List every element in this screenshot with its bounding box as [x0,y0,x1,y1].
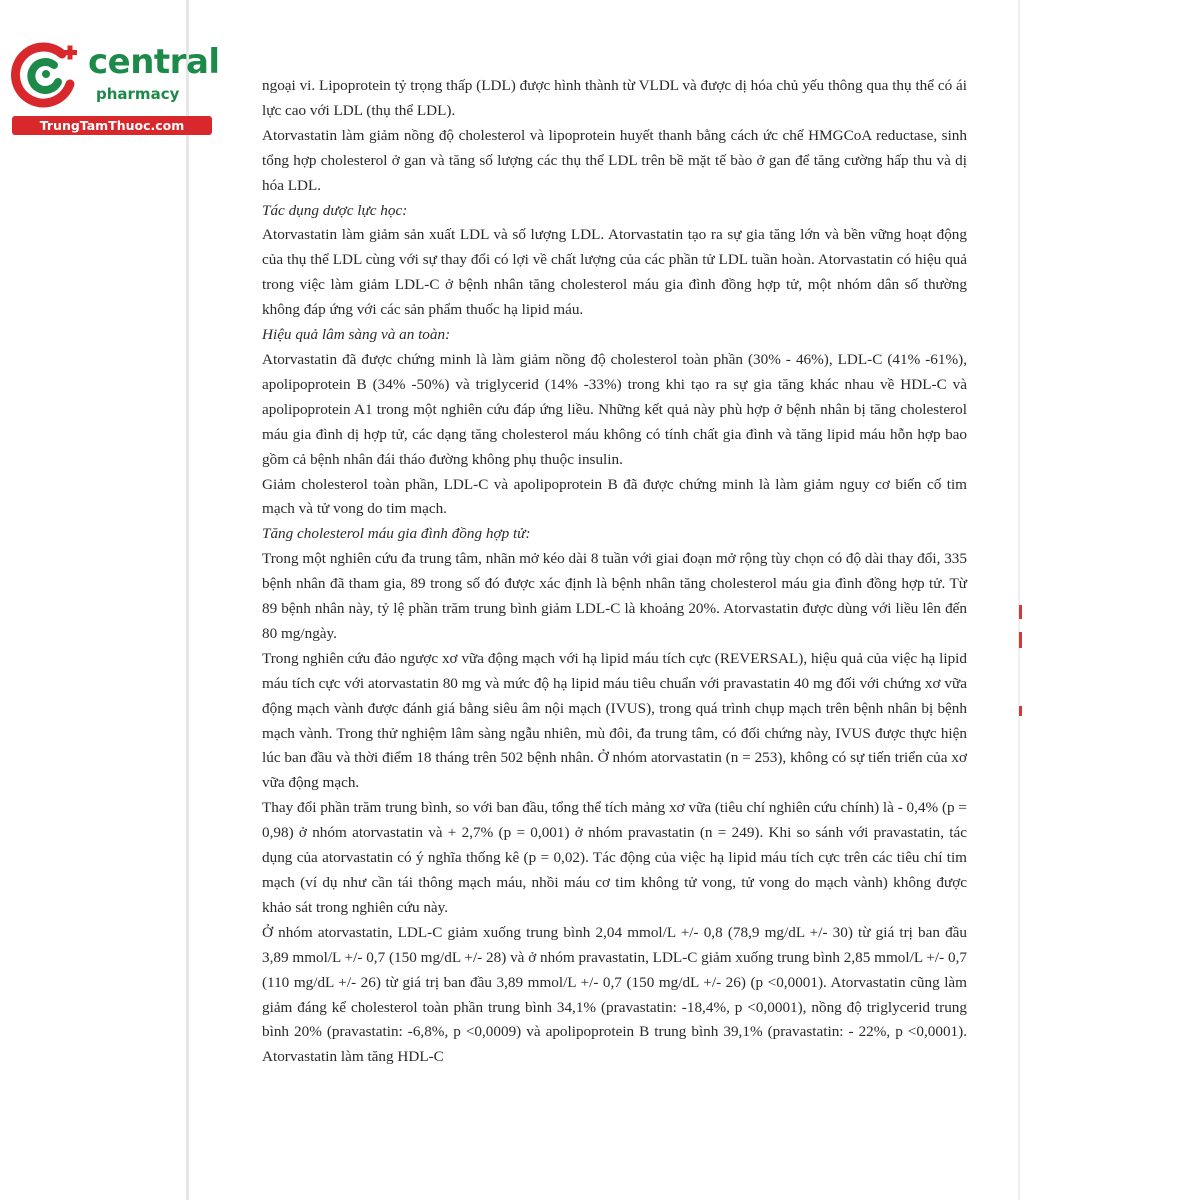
section-heading: Tác dụng dược lực học: [262,201,408,219]
paragraph: Atorvastatin làm giảm sản xuất LDL và số lượng LDL. Atorvastatin tạo ra sự gia tăng lớn và bền vững hoạt động của thụ thể LDL cùng với sự thay đổi có lợi về chất lượng của các phần tử LDL tuần hoàn. Atorvastatin có hiệu quả trong việc làm giảm LDL-C ở bệnh nhân tăng cholesterol máu gia đình đồng hợp tử, một nhóm dân số thường không đáp ứng với các sản phẩm thuốc hạ lipid máu. [262,226,967,319]
document-body [262,74,967,1070]
paragraph: Giảm cholesterol toàn phần, LDL-C và apolipoprotein B đã được chứng minh là làm giảm nguy cơ biến cố tim mạch và tử vong do tim mạch. [262,475,967,518]
section-heading: Hiệu quả lâm sàng và an toàn: [262,326,451,344]
logo-website-banner: TrungTamThuoc.com [12,116,212,135]
section-heading: Tăng cholesterol máu gia đình đồng hợp tử: [262,525,531,543]
paragraph: Atorvastatin đã được chứng minh là làm giảm nồng độ cholesterol toàn phần (30% - 46%), LDL-C (41% -61%), apolipoprotein B (34% -50%) và triglycerid (14% -33%) trong khi tạo ra sự gia tăng khác nhau về HDL-C và apolipoprotein A1 trong một nghiên cứu đáp ứng liều. Những kết quả này phù hợp ở bệnh nhân bị tăng cholesterol máu gia đình dị hợp tử, các dạng tăng cholesterol máu không có tính chất gia đình và tăng lipid máu hỗn hợp bao gồm cả bệnh nhân đái tháo đường không phụ thuộc insulin. [262,350,967,468]
paragraph: Trong nghiên cứu đảo ngược xơ vữa động mạch với hạ lipid máu tích cực (REVERSAL), hiệu quả của việc hạ lipid máu tích cực với atorvastatin 80 mg và mức độ hạ lipid máu tiêu chuẩn với pravastatin 40 mg đối với chứng xơ vữa động mạch vành được đánh giá bằng siêu âm nội mạch (IVUS), trong quá trình chụp mạch trên bệnh nhân bị bệnh mạch vành. Trong thử nghiệm lâm sàng ngẫu nhiên, mù đôi, đa trung tâm, có đối chứng này, IVUS được thực hiện lúc ban đầu và thời điểm 18 tháng trên 502 bệnh nhân. Ở nhóm atorvastatin (n = 253), không có sự tiến triển của xơ vữa động mạch. [262,649,967,792]
logo-subtitle: pharmacy [96,85,180,103]
paragraph: Atorvastatin làm giảm nồng độ cholesterol và lipoprotein huyết thanh bằng cách ức chế HMGCoA reductase, sinh tổng hợp cholesterol ở gan và tăng số lượng các thụ thể LDL trên bề mặt tế bào ở gan để tăng cường hấp thu và dị hóa LDL. [262,126,967,194]
scan-left-edge [186,0,189,1200]
paragraph: Thay đổi phần trăm trung bình, so với ban đầu, tổng thể tích mảng xơ vữa (tiêu chí nghiên cứu chính) là - 0,4% (p = 0,98) ở nhóm atorvastatin và + 2,7% (p = 0,001) ở nhóm pravastatin (n = 249). Khi so sánh với pravastatin, tác dụng của atorvastatin có ý nghĩa thống kê (p = 0,02). Tác động của việc hạ lipid máu tích cực trên các tiêu chí tim mạch (ví dụ như cần tái thông mạch máu, nhồi máu cơ tim không tử vong, tử vong do mạch vành) không được khảo sát trong nghiên cứu này. [262,799,967,916]
logo-title: central [88,42,220,82]
edge-mark [1019,632,1022,648]
central-logo-icon [10,38,82,110]
paragraph: ngoại vi. Lipoprotein tỷ trọng thấp (LDL) được hình thành từ VLDL và được dị hóa chủ yếu thông qua thụ thể có ái lực cao với LDL (thụ thể LDL). [262,77,967,119]
paragraph: Trong một nghiên cứu đa trung tâm, nhãn mở kéo dài 8 tuần với giai đoạn mở rộng tùy chọn có độ dài thay đổi, 335 bệnh nhân đã tham gia, 89 trong số đó được xác định là bệnh nhân tăng cholesterol máu gia đình đồng hợp tử. Từ 89 bệnh nhân này, tỷ lệ phần trăm trung bình giảm LDL-C là khoảng 20%. Atorvastatin được dùng với liều lên đến 80 mg/ngày. [262,550,967,642]
scan-right-edge [1018,0,1020,1200]
edge-mark [1019,605,1022,619]
edge-mark [1019,706,1022,716]
paragraph: Ở nhóm atorvastatin, LDL-C giảm xuống trung bình 2,04 mmol/L +/- 0,8 (78,9 mg/dL +/- 30) từ giá trị ban đầu 3,89 mmol/L +/- 0,7 (150 mg/dL +/- 28) và ở nhóm pravastatin, LDL-C giảm xuống trung bình 2,85 mmol/L +/- 0,7 (110 mg/dL +/- 26) từ giá trị ban đầu 3,89 mmol/L +/- 0,7 (150 mg/dL +/- 26) (p <0,0001). Atorvastatin cũng làm giảm đáng kể cholesterol toàn phần trung bình 34,1% (pravastatin: -18,4%, p <0,0001), nồng độ triglycerid trung bình 20% (pravastatin: -6,8%, p <0,0009) và apolipoprotein B trung bình 39,1% (pravastatin: - 22%, p <0,0001). Atorvastatin làm tăng HDL-C [262,923,967,1066]
pharmacy-logo [8,36,220,136]
